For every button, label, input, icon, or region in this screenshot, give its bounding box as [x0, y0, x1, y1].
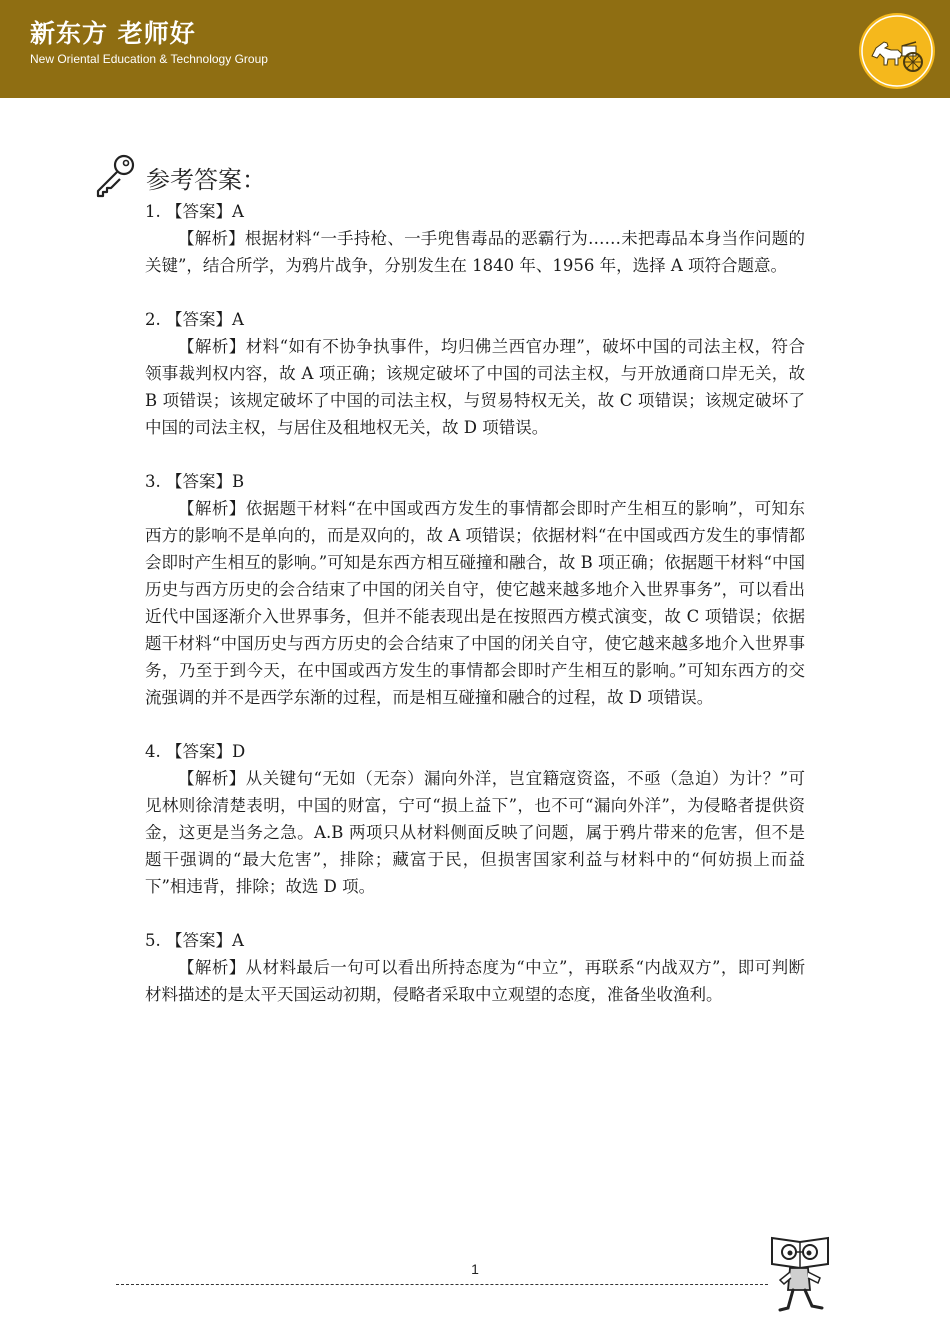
- answer-item-5: [145, 927, 805, 1008]
- answer-item-4: [145, 738, 805, 900]
- answer-list: [145, 198, 805, 1035]
- answer-item-1: [145, 198, 805, 279]
- page-header: [0, 0, 950, 98]
- brand-name-english: New Oriental Education & Technology Group: [30, 52, 268, 66]
- answer-line: 1. 【答案】A: [145, 202, 244, 221]
- explanation-text: 【解析】材料“如有不协争执事件，均归佛兰西官办理”，破坏中国的司法主权，符合领事裁判权内容，故 A 项正确；该规定破坏了中国的司法主权，与开放通商口岸无关，故 B 项错误；该规定破坏了中国的司法主权，与贸易特权无关，故 C 项错误；该规定破坏了中国的司法主权，与居住及租地权无关，故 D 项错误。: [145, 337, 805, 437]
- answer-line: 2. 【答案】A: [145, 310, 244, 329]
- answer-line: 3. 【答案】B: [145, 472, 245, 491]
- answer-item-3: [145, 468, 805, 711]
- carriage-logo-icon: [858, 12, 936, 90]
- footer-divider: [116, 1284, 768, 1285]
- brand-name-chinese: 新东方 老师好: [30, 19, 196, 48]
- explanation-text: 【解析】从材料最后一句可以看出所持态度为“中立”，再联系“内战双方”，即可判断材料描述的是太平天国运动初期，侵略者采取中立观望的态度，准备坐收渔利。: [145, 958, 805, 1004]
- key-icon: [92, 152, 138, 198]
- mascot-reading-icon: [766, 1232, 834, 1316]
- page-number: 1: [471, 1261, 479, 1277]
- answer-item-2: [145, 306, 805, 441]
- explanation-text: 【解析】从关键句“无如（无奈）漏向外洋，岂宜籍寇资盗，不亟（急迫）为计？”可见林则徐清楚表明，中国的财富，宁可“损上益下”，也不可“漏向外洋”，为侵略者提供资金，这更是当务之急。A.B 两项只从材料侧面反映了问题，属于鸦片带来的危害，但不是题干强调的“最大危害”，排除；藏富于民，但损害国家利益与材料中的“何妨损上而益下”相违背，排除；故选 D 项。: [145, 769, 805, 896]
- answer-line: 5. 【答案】A: [145, 931, 244, 950]
- page-title: 参考答案：: [146, 166, 266, 194]
- answer-line: 4. 【答案】D: [145, 742, 246, 761]
- explanation-text: 【解析】依据题干材料“在中国或西方发生的事情都会即时产生相互的影响”，可知东西方的影响不是单向的，而是双向的，故 A 项错误；依据材料“在中国或西方发生的事情都会即时产生相互的影响。”可知是东西方相互碰撞和融合，故 B 项正确；依据题干材料“中国历史与西方历史的会合结束了中国的闭关自守，使它越来越多地介入世界事务”，可以看出近代中国逐渐介入世界事务，但并不能表现出是在按照西方模式演变，故 C 项错误；依据题干材料“中国历史与西方历史的会合结束了中国的闭关自守，使它越来越多地介入世界事务，乃至于到今天，在中国或西方发生的事情都会即时产生相互的影响。”可知东西方的交流强调的并不是西学东渐的过程，而是相互碰撞和融合的过程，故 D 项错误。: [145, 499, 805, 707]
- explanation-text: 【解析】根据材料“一手持枪、一手兜售毒品的恶霸行为……未把毒品本身当作问题的关键”，结合所学，为鸦片战争，分别发生在 1840 年、1956 年，选择 A 项符合题意。: [145, 229, 805, 275]
